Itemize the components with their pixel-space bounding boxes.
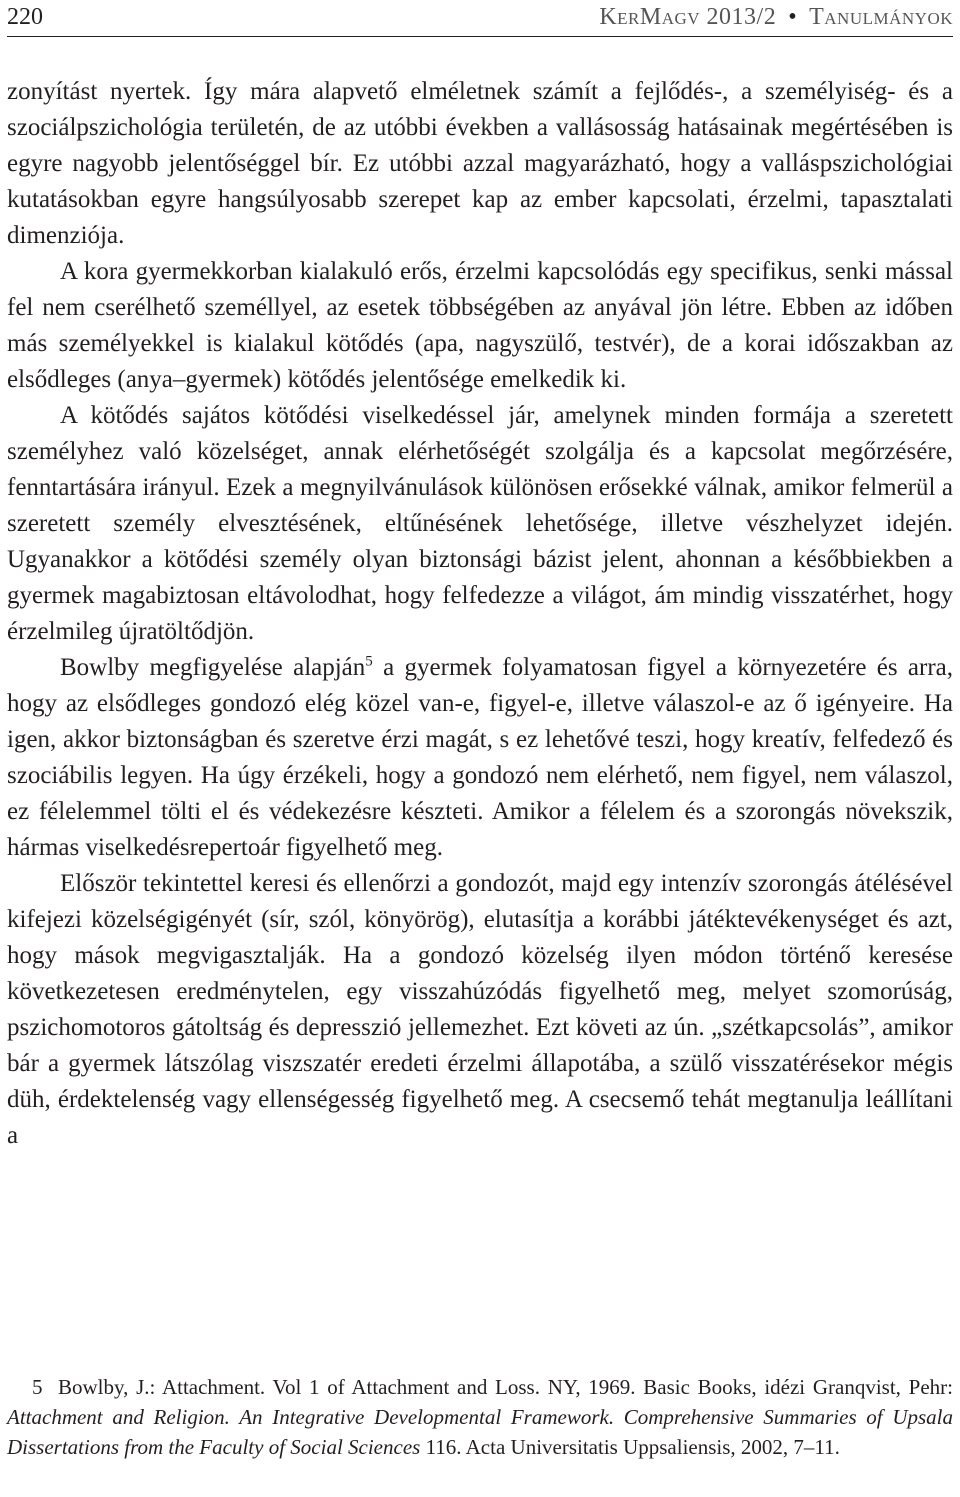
footnote-text: 116. Acta Universitatis Uppsaliensis, 2002, 7–11.: [420, 1435, 840, 1459]
paragraph: A kötődés sajátos kötődési viselkedéssel jár, amelynek minden formája a szeretett személyhez való közelséget, annak elérhetőségét szolgálja és a kapcsolat megőrzésére, fenntartására irányul. Ezek a megnyilvánulások különösen erősekké válnak, amikor felmerül a szeretett személy elvesztésének, eltűnésének lehetősége, illetve vészhelyzet idején. Ugyanakkor a kötődési személy olyan biztonsági bázist jelent, ahonnan a későbbiekben a gyermek magabiztosan eltávolodhat, hogy felfedezze a világot, ám mindig visszatérhet, hogy érzelmileg újratöltődjön.: [7, 402, 953, 645]
section-name: Tanulmányok: [809, 4, 953, 30]
paragraph-text: Bowlby megfigyelése alapján: [60, 654, 366, 681]
paragraph: [7, 650, 953, 866]
bullet-separator: •: [788, 4, 798, 30]
journal-name: KerMagv 2013/2: [599, 4, 777, 30]
paragraph: Először tekintettel keresi és ellenőrzi a gondozót, majd egy intenzív szorongás átélésével kifejezi közelségigényét (sír, szól, könyörög), elutasítja a korábbi játéktevékenységet és azt, hogy mások megvigasztalják. Ha a gondozó közelség ilyen módon történő keresése következetesen eredménytelen, egy visszahúzódás figyelhető meg, melyet szomorúság, pszichomotoros gátoltság és depresszió jellemezhet. Ezt követi az ún. „szétkapcsolás”, amikor bár a gyermek látszólag viszszatér eredeti érzelmi állapotába, a szülő visszatérésekor mégis düh, érdektelenség vagy ellenségesség figyelhető meg. A csecsemő tehát megtanulja leállítani a: [7, 870, 953, 1149]
footnote-number: 5: [32, 1375, 43, 1399]
footnote-text: Bowlby, J.: Attachment. Vol 1 of Attachment and Loss. NY, 1969. Basic Books, idézi Granqvist, Pehr:: [58, 1375, 953, 1399]
footnote: [7, 1372, 953, 1462]
article-body: [7, 74, 953, 1154]
footnote-title: Attachment and Religion. An Integrative Developmental Framework. Comprehensive Summaries of Upsala Dissertations from the Faculty of Social Sciences: [7, 1405, 953, 1459]
paragraph: A kora gyermekkorban kialakuló erős, érzelmi kapcsolódás egy specifikus, senki mással fel nem cserélhető személlyel, az esetek többségében az anyával jön létre. Ebben az időben más személyekkel is kialakul kötődés (apa, nagyszülő, testvér), de a korai időszakban az elsődleges (anya–gyermek) kötődés jelentősége emelkedik ki.: [7, 258, 953, 393]
paragraph: zonyítást nyertek. Így mára alapvető elméletnek számít a fejlődés-, a személyiség- és a szociálpszichológia területén, de az utóbbi években a vallásosság hatásainak megértésében is egyre nagyobb jelentőséggel bír. Ez utóbbi azzal magyarázható, hogy a valláspszichológiai kutatásokban egyre hangsúlyosabb szerepet kap az ember kapcsolati, érzelmi, tapasztalati dimenziója.: [7, 78, 953, 249]
journal-title: [599, 0, 953, 34]
footnotes: [7, 1372, 953, 1462]
paragraph-text: a gyermek folyamatosan figyel a környezetére és arra, hogy az elsődleges gondozó elég közel van-e, figyel-e, illetve válaszol-e az ő igényeire. Ha igen, akkor biztonságban és szeretve érzi magát, s ez lehetővé teszi, hogy kreatív, felfedező és szociábilis legyen. Ha úgy érzékeli, hogy a gondozó nem elérhető, nem figyel, nem válaszol, ez félelemmel tölti el és védekezésre készteti. Amikor a félelem és a szorongás növekszik, hármas viselkedésrepertoár figyelhető meg.: [7, 654, 953, 861]
header-rule: [7, 36, 953, 37]
page-number: 220: [7, 4, 43, 30]
footnote-reference[interactable]: 5: [365, 653, 373, 670]
running-header: [7, 0, 953, 34]
